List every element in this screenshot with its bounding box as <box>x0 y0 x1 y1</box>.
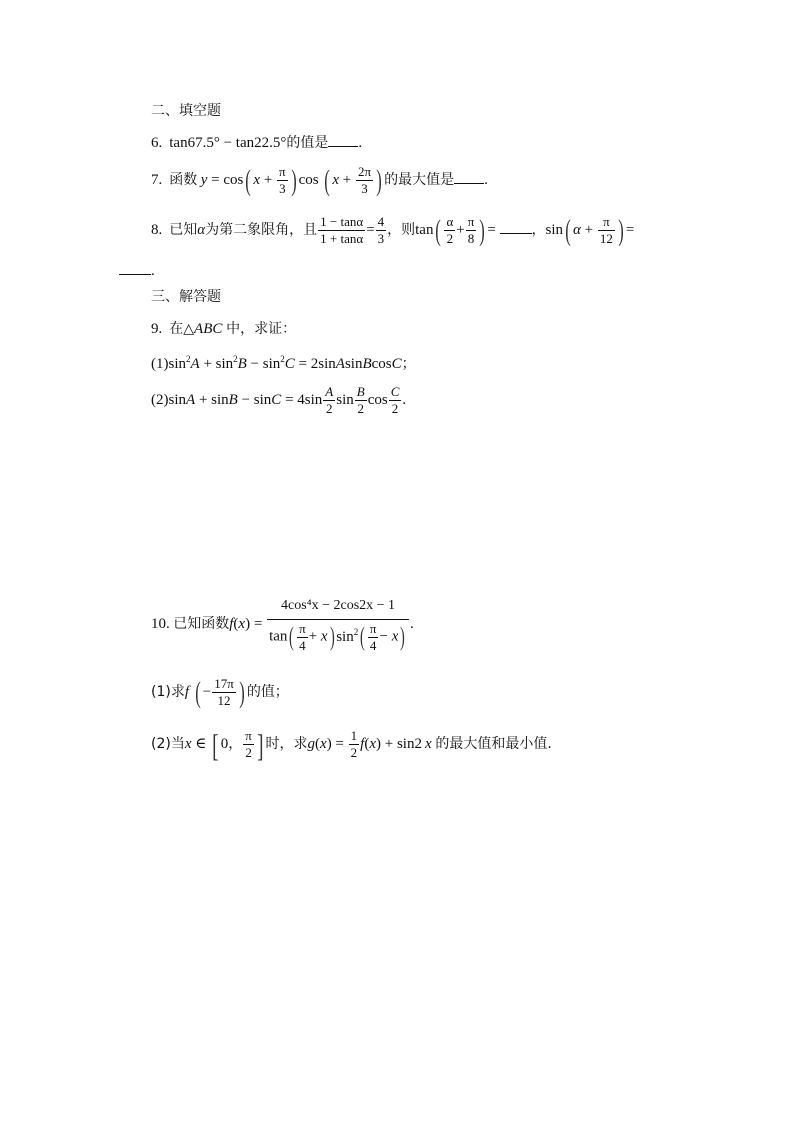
q7-lead: 函数 <box>169 172 198 188</box>
big-fraction <box>267 597 409 653</box>
question-7: 7. 函数 y = cos( x + $\frac{\pi}{3}$ ) cos ( x + $\frac{2\pi}{3}$ ) 的最大值是 . <box>151 163 488 197</box>
frac-numerator: A <box>325 384 334 400</box>
q9-part-2: (2)sinA + sinB − sinC = 4sin $\frac{A}{2}$ sin $\frac{B}{2}$ cos $\frac{C}{2}$ . <box>151 384 407 417</box>
frac-numerator: C <box>390 384 400 400</box>
fraction <box>376 215 387 246</box>
frac-numerator: 2π <box>358 164 372 180</box>
frac-numerator: 4 <box>377 214 385 230</box>
q8-mid: 为第二象限角，且 <box>205 222 318 238</box>
q9-end: . <box>402 392 407 408</box>
frac-numerator: B <box>356 384 365 400</box>
q10-part-1: (1)求f ( − $\frac{17\pi}{12}$ ) 的值； <box>151 675 289 709</box>
frac-numerator: π <box>299 620 306 636</box>
q8-end: . <box>151 263 155 279</box>
section-title-fill-blank: 二、填空题 <box>151 103 221 119</box>
fraction <box>444 215 455 246</box>
answer-blank <box>454 171 484 184</box>
q10-end: . <box>410 616 414 632</box>
fraction <box>356 165 373 196</box>
frac-numerator: 1 − tanα <box>320 214 364 230</box>
frac-numerator: α <box>446 214 454 230</box>
frac-numerator: 17π <box>214 676 234 692</box>
frac-numerator: π <box>369 620 377 636</box>
frac-denominator: 2 <box>446 231 454 247</box>
answer-blank <box>500 221 532 234</box>
fraction <box>355 385 367 416</box>
frac-denominator: 3 <box>377 231 385 247</box>
part-label: (1) <box>151 356 169 372</box>
q8-then: ，则 <box>387 222 416 238</box>
part-label: (1)求 <box>151 684 185 700</box>
frac-denominator: 12 <box>217 693 231 709</box>
q8-number: 8. <box>151 222 163 238</box>
frac-denominator: 12 <box>599 231 613 247</box>
q6-number: 6. <box>151 135 163 151</box>
fraction <box>212 677 236 708</box>
triangle-name: ABC <box>194 321 223 337</box>
fraction <box>466 215 477 246</box>
frac-denominator: 2 <box>357 401 364 417</box>
q9-lead: 在△ <box>169 321 195 337</box>
q7-number: 7. <box>151 172 163 188</box>
question-10: 10. 已知函数f(x) = 4cos⁴x − 2cos2x − 1 tan( $\frac{\pi}{4}$ + x) $\sin^2$( $\frac{\pi}{4}$ − x) . <box>151 597 414 653</box>
part-tail: 的最大值和最小值. <box>435 736 552 752</box>
answer-blank <box>328 134 358 147</box>
q7-end: . <box>484 172 488 188</box>
fraction <box>349 729 360 760</box>
fraction <box>323 385 335 416</box>
q9-part-1: $(1)\sin^2A + \sin^2B - \sin^2C$ = 2sinAsinBcosC； <box>151 354 416 372</box>
frac-numerator: π <box>279 164 286 180</box>
question-8: 8. 已知α为第二象限角，且 $\frac{1 - \tan\alpha}{1 + \tan\alpha}$ = $\frac{4}{3}$ ，则tan( $\frac{\alpha}{2}$ + $\frac{\pi}{8}$ ) = ，sin( α + $\frac{\pi}{12}$ ) = <box>151 213 635 247</box>
q10-number: 10. <box>151 616 170 632</box>
frac-denominator: 2 <box>245 745 252 761</box>
fraction <box>318 215 365 246</box>
fraction <box>389 385 402 416</box>
frac-numerator: π <box>598 215 615 231</box>
q8-second-blank-line <box>119 262 155 281</box>
fraction <box>277 165 288 196</box>
q10-lead: 已知函数 <box>173 616 230 632</box>
q10-part-2: (2)当x ∈ [ 0， $\frac{\pi}{2}$ ] 时，求g(x) = $\frac{1}{2}$ f(x) + sin2 x 的最大值和最小值. <box>151 726 552 763</box>
q6-expression: tan67.5° − tan22.5° <box>169 135 287 151</box>
part-end: ； <box>401 356 416 372</box>
fraction <box>598 215 615 246</box>
frac-numerator: 4cos⁴x − 2cos2x − 1 <box>267 597 409 620</box>
frac-denominator: 2 <box>326 401 333 417</box>
frac-denominator: 3 <box>279 181 286 197</box>
q8-lead: 已知 <box>169 222 198 238</box>
frac-denominator: 2 <box>391 401 399 417</box>
frac-numerator: π <box>467 214 475 230</box>
frac-numerator: 1 <box>350 728 358 744</box>
interval-start: 0 <box>220 736 229 752</box>
frac-denominator: 3 <box>361 181 368 197</box>
alpha-symbol: α <box>197 222 206 238</box>
section-title-answer: 三、解答题 <box>151 289 221 305</box>
part-label: (2)当 <box>151 736 185 752</box>
frac-denominator: 4 <box>369 637 377 653</box>
part-label: (2) <box>151 392 169 408</box>
q9-number: 9. <box>151 321 163 337</box>
frac-denominator: 8 <box>467 231 475 247</box>
part-mid: 时，求 <box>265 736 308 752</box>
frac-denominator: 2 <box>350 745 358 761</box>
frac-denominator: tan( $\frac{\pi}{4}$ + x) $\sin^2$( $\frac{\pi}{4}$ − x) <box>269 620 406 653</box>
question-6 <box>151 134 362 153</box>
q8-sep: ， <box>531 222 546 238</box>
frac-numerator: π <box>245 728 252 744</box>
q9-tail: 中，求证： <box>226 321 297 337</box>
q6-end: . <box>358 135 363 151</box>
part-tail: 的值； <box>246 684 289 700</box>
fraction <box>243 729 254 760</box>
frac-denominator: 4 <box>299 637 306 653</box>
q6-suffix: 的值是 <box>286 135 329 151</box>
q7-suffix: 的最大值是 <box>384 172 455 188</box>
answer-blank <box>119 262 151 275</box>
question-9 <box>151 320 296 339</box>
frac-denominator: 1 + tanα <box>320 231 364 247</box>
